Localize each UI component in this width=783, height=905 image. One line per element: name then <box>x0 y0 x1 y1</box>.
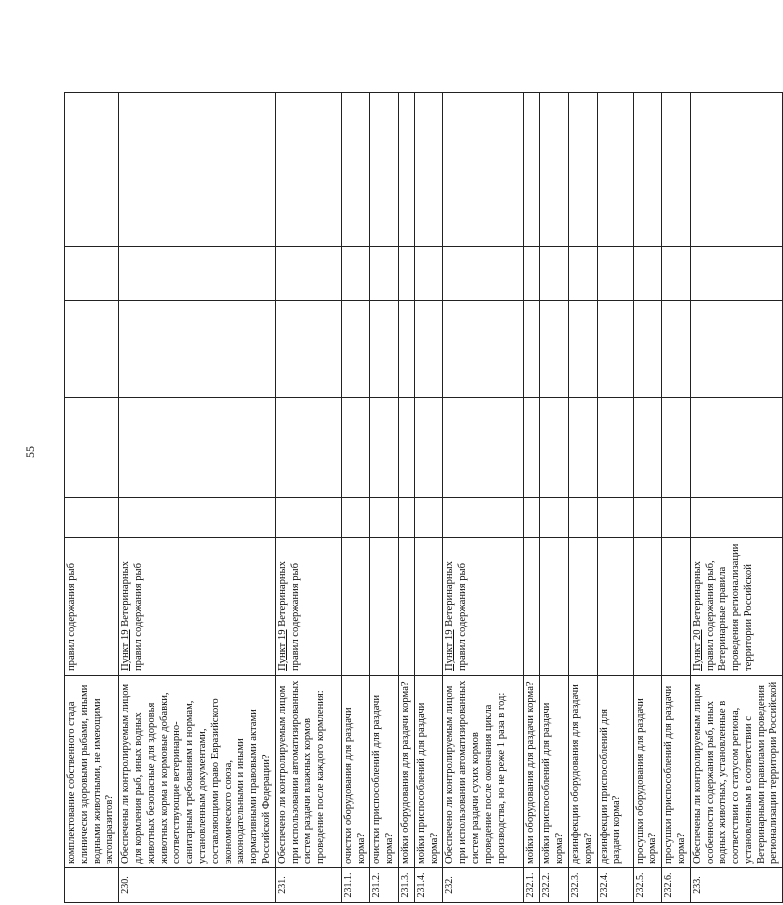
item-number-cell: 232.5. <box>633 868 662 903</box>
legal-reference-text: Ветеринарных правил содержания рыб, Ветеринарные правила проведения регионализации территории Российской <box>691 543 754 671</box>
answer-cell <box>275 498 341 538</box>
question-cell: Обеспечено ли контролируемым лицом при использовании автоматизированных систем раздачи сухих кормов проведение после окончания цикла производства, но не реже 1 раза в год: <box>443 676 524 868</box>
answer-cell <box>524 247 540 301</box>
legal-reference-cell <box>540 538 569 676</box>
answer-cell <box>690 498 783 538</box>
answer-cell <box>119 498 276 538</box>
answer-cell <box>524 498 540 538</box>
answer-cell <box>662 398 691 498</box>
answer-cell <box>398 93 414 247</box>
legal-reference-cell <box>597 538 633 676</box>
legal-reference-cell <box>568 538 597 676</box>
answer-cell <box>662 301 691 398</box>
item-number-cell: 230. <box>119 868 276 903</box>
answer-cell <box>275 247 341 301</box>
table-row <box>414 93 443 903</box>
item-number-cell: 231. <box>275 868 341 903</box>
answer-cell <box>370 398 399 498</box>
answer-cell <box>398 398 414 498</box>
legal-reference-cell <box>119 538 276 676</box>
answer-cell <box>119 301 276 398</box>
question-cell: мойки приспособлений для раздачи корма? <box>540 676 569 868</box>
answer-cell <box>341 301 370 398</box>
item-number-cell: 232.6. <box>662 868 691 903</box>
answer-cell <box>443 398 524 498</box>
answer-cell <box>65 93 119 247</box>
table-row <box>633 93 662 903</box>
question-cell: дезинфекции оборудования для раздачи корма? <box>568 676 597 868</box>
answer-cell <box>524 398 540 498</box>
table-row <box>568 93 597 903</box>
answer-cell <box>690 247 783 301</box>
table-row <box>398 93 414 903</box>
legal-reference-cell <box>690 538 783 676</box>
answer-cell <box>633 93 662 247</box>
question-cell: Обеспечено ли контролируемым лицом при использовании автоматизированных систем раздачи влажных кормов проведение после каждого кормления: <box>275 676 341 868</box>
answer-cell <box>540 498 569 538</box>
question-cell: очистки приспособлений для раздачи корма? <box>370 676 399 868</box>
table-row <box>662 93 691 903</box>
answer-cell <box>568 398 597 498</box>
checklist-table <box>64 92 783 903</box>
question-cell: очистки оборудования для раздачи корма? <box>341 676 370 868</box>
question-cell: Обеспечены ли контролируемым лицом для кормления рыб, иных водных животных безопасные для здоровья животных корма и кормовые добавки, соответствующие ветеринарно-санитарным требованиям и нормам, установленным документами, составляющими право Евразийского экономического союза, законодательными и иными нормативными правовыми актами Российской Федерации? <box>119 676 276 868</box>
legal-reference-text: Ветеринарных правил содержания рыб <box>444 561 469 671</box>
answer-cell <box>690 301 783 398</box>
legal-reference-text: правил содержания рыб <box>66 562 77 671</box>
legal-reference-link[interactable]: Пункт 19 <box>444 629 456 671</box>
answer-cell <box>540 301 569 398</box>
answer-cell <box>370 498 399 538</box>
item-number-cell: 232.2. <box>540 868 569 903</box>
question-cell: просушки оборудования для раздачи корма? <box>633 676 662 868</box>
answer-cell <box>524 93 540 247</box>
answer-cell <box>119 93 276 247</box>
item-number-cell <box>65 868 119 903</box>
answer-cell <box>540 93 569 247</box>
legal-reference-cell <box>341 538 370 676</box>
question-cell: мойки оборудования для раздачи корма? <box>398 676 414 868</box>
answer-cell <box>275 93 341 247</box>
answer-cell <box>370 301 399 398</box>
item-number-cell: 233. <box>690 868 783 903</box>
table-row <box>690 93 783 903</box>
table-row <box>341 93 370 903</box>
legal-reference-text: Ветеринарных правил содержания рыб <box>276 561 301 671</box>
table-row <box>370 93 399 903</box>
answer-cell <box>119 247 276 301</box>
legal-reference-cell <box>633 538 662 676</box>
answer-cell <box>398 247 414 301</box>
answer-cell <box>597 93 633 247</box>
question-cell: комплектование собственного стада клинически здоровыми рыбами, иными водными животными, не имеющими эктопаразитов? <box>65 676 119 868</box>
table-row <box>597 93 633 903</box>
answer-cell <box>370 93 399 247</box>
answer-cell <box>443 301 524 398</box>
answer-cell <box>568 301 597 398</box>
item-number-cell: 231.2. <box>370 868 399 903</box>
answer-cell <box>633 301 662 398</box>
legal-reference-text: Ветеринарных правил содержания рыб <box>120 561 144 671</box>
item-number-cell: 232.3. <box>568 868 597 903</box>
legal-reference-cell <box>370 538 399 676</box>
legal-reference-cell <box>524 538 540 676</box>
table-row <box>540 93 569 903</box>
answer-cell <box>597 398 633 498</box>
legal-reference-link[interactable]: Пункт 19 <box>276 629 288 671</box>
legal-reference-link[interactable]: Пункт 19 <box>120 629 132 671</box>
answer-cell <box>370 247 399 301</box>
checklist-table-rotated <box>64 93 780 903</box>
answer-cell <box>524 301 540 398</box>
page-number: 55 <box>23 446 37 458</box>
answer-cell <box>662 93 691 247</box>
legal-reference-link[interactable]: Пункт 20 <box>691 629 703 671</box>
answer-cell <box>414 301 443 398</box>
answer-cell <box>690 93 783 247</box>
item-number-cell: 232. <box>443 868 524 903</box>
table-body <box>65 93 783 903</box>
item-number-cell: 231.4. <box>414 868 443 903</box>
answer-cell <box>398 301 414 398</box>
item-number-cell: 231.3. <box>398 868 414 903</box>
item-number-cell: 232.1. <box>524 868 540 903</box>
answer-cell <box>414 398 443 498</box>
item-number-cell: 231.1. <box>341 868 370 903</box>
answer-cell <box>341 498 370 538</box>
question-cell: просушки приспособлений для раздачи корма? <box>662 676 691 868</box>
answer-cell <box>443 93 524 247</box>
answer-cell <box>398 498 414 538</box>
answer-cell <box>633 398 662 498</box>
table-row <box>65 93 119 903</box>
legal-reference-cell <box>662 538 691 676</box>
answer-cell <box>119 398 276 498</box>
answer-cell <box>414 93 443 247</box>
legal-reference-cell <box>65 538 119 676</box>
answer-cell <box>65 398 119 498</box>
answer-cell <box>275 301 341 398</box>
answer-cell <box>65 301 119 398</box>
legal-reference-cell <box>275 538 341 676</box>
question-cell: дезинфекции приспособлений для раздачи корма? <box>597 676 633 868</box>
answer-cell <box>540 247 569 301</box>
answer-cell <box>662 498 691 538</box>
table-row <box>524 93 540 903</box>
answer-cell <box>633 247 662 301</box>
table-row <box>119 93 276 903</box>
answer-cell <box>690 398 783 498</box>
question-cell: Обеспечены ли контролируемым лицом особенности содержания рыб, иных водных животных, установленные в соответствии со статусом региона, установленным в соответствии с Ветеринарными правилами проведения регионализации территории Российской <box>690 676 783 868</box>
item-number-cell: 232.4. <box>597 868 633 903</box>
answer-cell <box>414 498 443 538</box>
question-cell: мойки приспособлений для раздачи корма? <box>414 676 443 868</box>
legal-reference-cell <box>398 538 414 676</box>
answer-cell <box>341 93 370 247</box>
answer-cell <box>341 398 370 498</box>
legal-reference-cell <box>414 538 443 676</box>
answer-cell <box>568 93 597 247</box>
legal-reference-cell <box>443 538 524 676</box>
answer-cell <box>65 247 119 301</box>
answer-cell <box>597 247 633 301</box>
answer-cell <box>597 498 633 538</box>
table-row <box>275 93 341 903</box>
answer-cell <box>633 498 662 538</box>
answer-cell <box>568 247 597 301</box>
answer-cell <box>662 247 691 301</box>
answer-cell <box>568 498 597 538</box>
answer-cell <box>65 498 119 538</box>
answer-cell <box>275 398 341 498</box>
answer-cell <box>597 301 633 398</box>
table-row <box>443 93 524 903</box>
question-cell: мойки оборудования для раздачи корма? <box>524 676 540 868</box>
answer-cell <box>414 247 443 301</box>
answer-cell <box>540 398 569 498</box>
answer-cell <box>341 247 370 301</box>
answer-cell <box>443 247 524 301</box>
answer-cell <box>443 498 524 538</box>
